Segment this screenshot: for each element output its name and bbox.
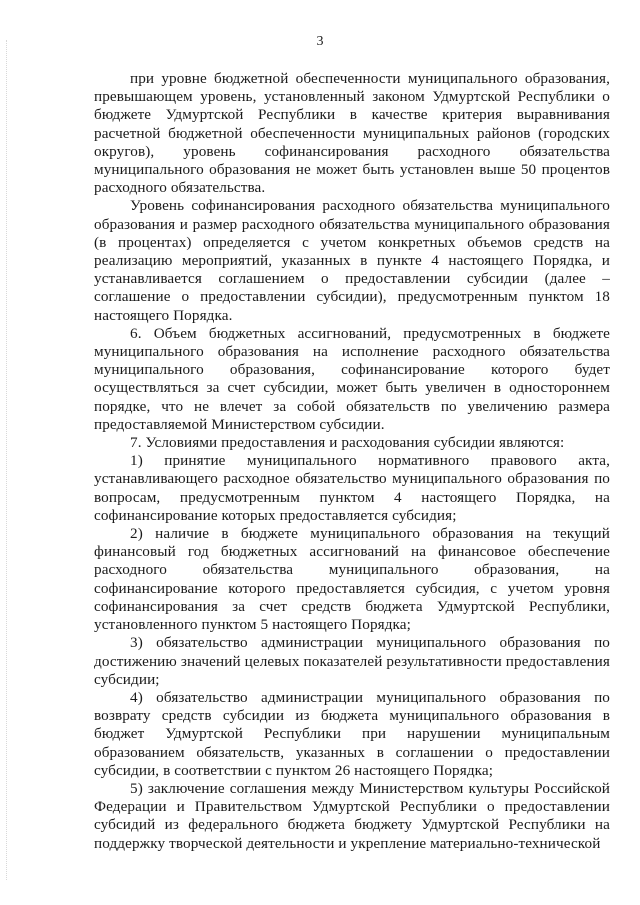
paragraph-condition-2: 2) наличие в бюджете муниципального образования на текущий финансовый год бюджетных ассигнований на финансовое обеспечение расходного обязательства муниципального образования, на софинансирование которого предоставляется субсидия, с учетом уровня софинансирования за счет средств бюджета Удмуртской Республики, установленного пунктом 5 настоящего Порядка; [94, 525, 610, 634]
paragraph-condition-3: 3) обязательство администрации муниципального образования по достижению значений целевых показателей результативности предоставления субсидии; [94, 634, 610, 688]
paragraph-cofinancing-level: Уровень софинансирования расходного обязательства муниципального образования и размер расходного обязательства муниципального образования (в процентах) определяется с учетом конкретных объемов средств на реализацию мероприятий, указанных в пункте 4 настоящего Порядка, и устанавливается соглашением о предоставлении субсидии (далее – соглашение о предоставлении субсидии), предусмотренным пунктом 18 настоящего Порядка. [94, 197, 610, 324]
paragraph-item-6: 6. Объем бюджетных ассигнований, предусмотренных в бюджете муниципального образования на исполнение расходного обязательства муниципального образования, софинансирование которого будет осуществляться за счет субсидии, может быть увеличен в одностороннем порядке, что не влечет за собой обязательств по увеличению размера предоставляемой Министерством субсидии. [94, 324, 610, 433]
paragraph-condition-1: 1) принятие муниципального нормативного правового акта, устанавливающего расходное обязательство муниципального образования по вопросам, предусмотренным пунктом 4 настоящего Порядка, на софинансирование которых предоставляется субсидия; [94, 452, 610, 524]
paragraph-budget-level: при уровне бюджетной обеспеченности муниципального образования, превышающем уровень, установленный законом Удмуртской Республики о бюджете Удмуртской Республики в качестве критерия выравнивания расчетной бюджетной обеспеченности муниципальных районов (городских округов), уровень софинансирования расходного обязательства муниципального образования не может быть установлен выше 50 процентов расходного обязательства. [94, 70, 610, 197]
paragraph-item-7-heading: 7. Условиями предоставления и расходования субсидии являются: [130, 434, 565, 452]
page-number: 3 [316, 34, 324, 49]
paragraph-condition-5: 5) заключение соглашения между Министерством культуры Российской Федерации и Правительством Удмуртской Республики о предоставлении субсидий из федерального бюджета бюджету Удмуртской Республики на поддержку творческой деятельности и укрепление материально-технической [94, 779, 610, 852]
document-body [94, 70, 610, 853]
scan-margin-marks [6, 40, 9, 880]
paragraph-condition-4: 4) обязательство администрации муниципального образования по возврату средств субсидии из бюджета муниципального образования в бюджет Удмуртской Республики при нарушении муниципальным образованием обязательств, указанных в соглашении о предоставлении субсидии, в соответствии с пунктом 26 настоящего Порядка; [94, 688, 610, 779]
